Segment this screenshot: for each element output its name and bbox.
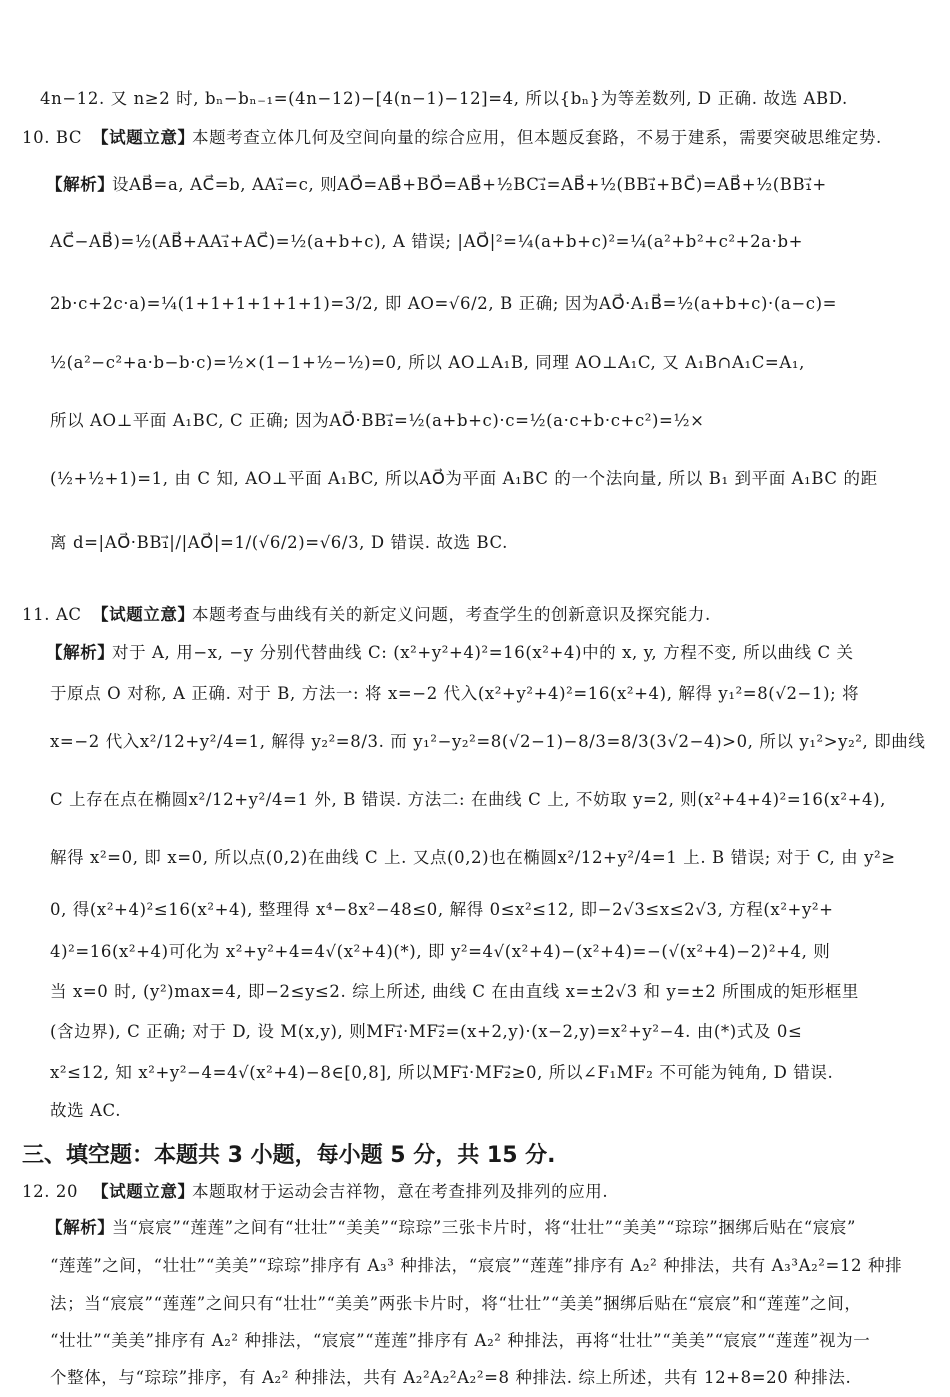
text-line: 离 d=|AO⃗·BB₁⃗|/|AO⃗|=1/(√6/2)=√6/3, D 错误. 故选 BC. [50, 533, 508, 552]
text-line: 2b·c+2c·a)=¼(1+1+1+1+1+1)=3/2, 即 AO=√6/2, B 正确; 因为AO⃗·A₁B⃗=½(a+b+c)·(a−c)= [50, 294, 838, 313]
text-line: 于原点 O 对称, A 正确. 对于 B, 方法一: 将 x=−2 代入(x²+y²+4)²=16(x²+4), 解得 y₁²=8(√2−1); 将 [50, 684, 860, 703]
text-line: x=−2 代入x²/12+y²/4=1, 解得 y₂²=8/3. 而 y₁²−y₂²=8(√2−1)−8/3=8/3(3√2−4)>0, 所以 y₁²>y₂², 即曲线 [50, 732, 926, 751]
text-line: AC⃗−AB⃗)=½(AB⃗+AA₁⃗+AC⃗)=½(a+b+c), A 错误; |AO⃗|²=¼(a+b+c)²=¼(a²+b²+c²+2a·b+ [50, 232, 804, 251]
text-line: “壮壮”“美美”排序有 A₂² 种排法，“宸宸”“莲莲”排序有 A₂² 种排法，再将“壮壮”“美美”“宸宸”“莲莲”视为一 [50, 1331, 871, 1350]
intent-text: 本题取材于运动会吉祥物，意在考查排列及排列的应用. [192, 1182, 609, 1201]
analysis-label: 【解析】 [46, 643, 115, 662]
analysis-label: 【解析】 [46, 1218, 115, 1237]
text-line: 设AB⃗=a, AC⃗=b, AA₁⃗=c, 则AO⃗=AB⃗+BO⃗=AB⃗+½BC₁⃗=AB⃗+½(BB₁⃗+BC⃗)=AB⃗+½(BB₁⃗+ [112, 175, 827, 194]
text-line: 解得 x²=0, 即 x=0, 所以点(0,2)在曲线 C 上. 又点(0,2)也在椭圆x²/12+y²/4=1 上. B 错误; 对于 C, 由 y²≥ [50, 848, 896, 867]
section-heading: 三、填空题：本题共 3 小题，每小题 5 分，共 15 分. [22, 1143, 556, 1168]
text-line: 对于 A, 用−x, −y 分别代替曲线 C: (x²+y²+4)²=16(x²+4)中的 x, y, 方程不变, 所以曲线 C 关 [112, 643, 854, 662]
intent-label: 【试题立意】 [92, 1182, 195, 1201]
answer-12-number: 12. 20 [22, 1182, 79, 1201]
text-line: 4)²=16(x²+4)可化为 x²+y²+4=4√(x²+4)(*), 即 y²=4√(x²+4)−(x²+4)=−(√(x²+4)−2)²+4, 则 [50, 942, 831, 961]
analysis-label: 【解析】 [46, 175, 115, 194]
text-line: x²≤12, 知 x²+y²−4=4√(x²+4)−8∈[0,8], 所以MF₁⃗·MF₂⃗≥0, 所以∠F₁MF₂ 不可能为钝角, D 错误. [50, 1063, 834, 1082]
answer-11-number: 11. AC [22, 605, 82, 624]
intent-label: 【试题立意】 [92, 605, 195, 624]
intent-text: 本题考查与曲线有关的新定义问题，考查学生的创新意识及探究能力. [192, 605, 711, 624]
intent-text: 本题考查立体几何及空间向量的综合应用，但本题反套路，不易于建系，需要突破思维定势. [192, 128, 882, 147]
text-line: 当“宸宸”“莲莲”之间有“壮壮”“美美”“琮琮”三张卡片时，将“壮壮”“美美”“琮琮”捆绑后贴在“宸宸” [112, 1218, 857, 1237]
text-line: (½+½+1)=1, 由 C 知, AO⊥平面 A₁BC, 所以AO⃗为平面 A₁BC 的一个法向量, 所以 B₁ 到平面 A₁BC 的距 [50, 469, 878, 488]
text-line: 4n−12. 又 n≥2 时, bₙ−bₙ₋₁=(4n−12)−[4(n−1)−12]=4, 所以{bₙ}为等差数列, D 正确. 故选 ABD. [40, 89, 848, 108]
intent-label: 【试题立意】 [92, 128, 195, 147]
text-line: ½(a²−c²+a·b−b·c)=½×(1−1+½−½)=0, 所以 AO⊥A₁B, 同理 AO⊥A₁C, 又 A₁B∩A₁C=A₁, [50, 353, 805, 372]
text-line: 0, 得(x²+4)²≤16(x²+4), 整理得 x⁴−8x²−48≤0, 解得 0≤x²≤12, 即−2√3≤x≤2√3, 方程(x²+y²+ [50, 900, 834, 919]
text-line: 当 x=0 时, (y²)max=4, 即−2≤y≤2. 综上所述, 曲线 C 在由直线 x=±2√3 和 y=±2 所围成的矩形框里 [50, 982, 860, 1001]
text-line: “莲莲”之间，“壮壮”“美美”“琮琮”排序有 A₃³ 种排法，“宸宸”“莲莲”排序有 A₂² 种排法，共有 A₃³A₂²=12 种排 [50, 1256, 903, 1275]
text-line: 个整体，与“琮琮”排序，有 A₂² 种排法，共有 A₂²A₂²A₂²=8 种排法. 综上所述，共有 12+8=20 种排法. [50, 1368, 852, 1387]
text-line: 故选 AC. [50, 1101, 122, 1120]
text-line: C 上存在点在椭圆x²/12+y²/4=1 外, B 错误. 方法二: 在曲线 C 上, 不妨取 y=2, 则(x²+4+4)²=16(x²+4), [50, 790, 887, 809]
text-line: (含边界), C 正确; 对于 D, 设 M(x,y), 则MF₁⃗·MF₂⃗=(x+2,y)·(x−2,y)=x²+y²−4. 由(*)式及 0≤ [50, 1022, 803, 1041]
answer-10-number: 10. BC [22, 128, 83, 147]
text-line: 所以 AO⊥平面 A₁BC, C 正确; 因为AO⃗·BB₁⃗=½(a+b+c)·c=½(a·c+b·c+c²)=½× [50, 411, 705, 430]
text-line: 法；当“宸宸”“莲莲”之间只有“壮壮”“美美”两张卡片时，将“壮壮”“美美”捆绑后贴在“宸宸”和“莲莲”之间， [50, 1294, 862, 1313]
